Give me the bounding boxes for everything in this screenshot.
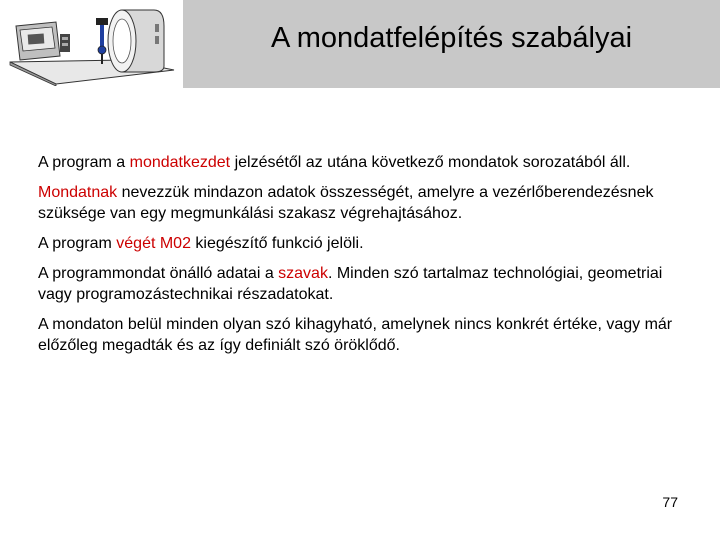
text-segment: kiegészítő funkció jelöli. [190, 235, 364, 252]
cnc-machine-icon [4, 4, 180, 86]
text-segment: . Minden szó tartalmaz technológiai, geometriai vagy programozástechnikai részadatokat. [38, 265, 663, 303]
text-segment: jelzésétől az utána következő mondatok sorozatából áll. [230, 154, 631, 171]
paragraph-block-definition [38, 182, 686, 224]
text-segment: A program [38, 235, 117, 252]
paragraph-program-end [38, 233, 686, 254]
slide-title: A mondatfelépítés szabályai [270, 22, 633, 54]
text-segment: A mondaton belül minden olyan szó kihagyható, amelynek nincs konkrét értéke, vagy már előzőleg megadták és az így definiált szó öröklődő. [38, 316, 673, 354]
text-segment: A programmondat önálló adatai a [38, 265, 279, 282]
paragraph-program-start [38, 152, 686, 173]
paragraph-omission [38, 314, 686, 356]
slide-content [38, 152, 686, 365]
highlight-term: mondatkezdet [129, 154, 231, 171]
highlight-term: végét M02 [116, 235, 191, 252]
highlight-term: szavak [278, 265, 328, 282]
highlight-term: Mondatnak [38, 184, 118, 201]
text-segment: nevezzük mindazon adatok összességét, amelyre a vezérlőberendezésnek szüksége van egy megmunkálási szakasz végrehajtásához. [38, 184, 654, 222]
paragraph-words [38, 263, 686, 305]
text-segment: A program a [38, 154, 130, 171]
page-number: 77 [662, 494, 678, 510]
